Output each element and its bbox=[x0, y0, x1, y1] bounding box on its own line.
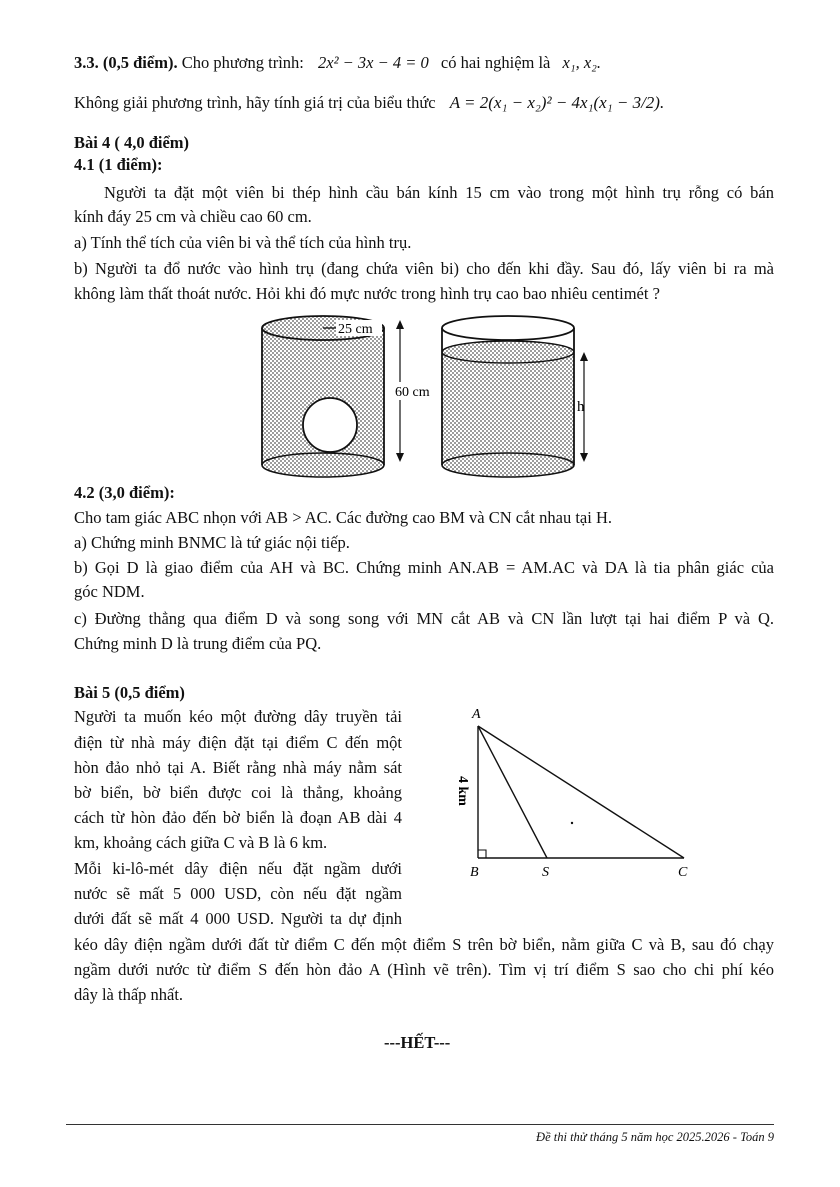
q33-line1 bbox=[74, 52, 601, 74]
p41-line2: kính đáy 25 cm và chiều cao 60 cm. bbox=[74, 207, 312, 226]
label-S: S bbox=[542, 865, 549, 880]
q33-label: 3.3. (0,5 điểm). bbox=[74, 53, 178, 72]
q33-equation: 2x² − 3x − 4 = 0 bbox=[318, 53, 429, 72]
bai5-l11: ngầm dưới nước từ điểm S đến hòn đảo A (Hình vẽ trên). Tìm vị trí điểm S sao cho chi phí kéo bbox=[74, 960, 774, 979]
bai5-l7: Mỗi ki-lô-mét dây điện nếu đặt ngầm dưới bbox=[74, 859, 402, 878]
p42-l6: Chứng minh D là trung điểm của PQ. bbox=[74, 634, 322, 653]
bai5-l3: hòn đảo nhỏ tại A. Biết rằng nhà máy nằm sát bbox=[74, 758, 402, 777]
radius-label: 25 cm bbox=[338, 322, 373, 337]
p41-line1: Người ta đặt một viên bi thép hình cầu bán kính 15 cm vào trong một hình trụ rỗng có bán bbox=[104, 183, 774, 202]
cylinder-figure bbox=[250, 310, 600, 485]
bai5-l8: nước sẽ mất 5 000 USD, còn nếu đặt ngầm bbox=[74, 884, 402, 903]
q33-roots: x₁, x₂. bbox=[562, 53, 602, 72]
bai5-title: Bài 5 (0,5 điểm) bbox=[74, 683, 185, 702]
p41-title: 4.1 (1 điểm): bbox=[74, 155, 163, 174]
q33-text1: Cho phương trình: bbox=[181, 53, 304, 72]
label-B: B bbox=[470, 865, 479, 880]
bai5-l12: dây là thấp nhất. bbox=[74, 985, 184, 1004]
height-label: 60 cm bbox=[395, 385, 430, 400]
p41-b2: không làm thất thoát nước. Hỏi khi đó mực nước trong hình trụ cao bao nhiêu centimét ? bbox=[74, 284, 660, 303]
bai5-l10: kéo dây điện ngầm dưới đất từ điểm C đến một điểm S trên bờ biển, nằm giữa C và B, sau đó chạy bbox=[74, 935, 774, 954]
p42-l5: c) Đường thẳng qua điểm D và song song với MN cắt AB và CN lần lượt tại hai điểm P và Q. bbox=[74, 609, 774, 628]
bai5-l9: dưới đất sẽ mất 4 000 USD. Người ta dự định bbox=[74, 909, 402, 928]
right-angle-mark bbox=[478, 850, 486, 858]
p41-b1: b) Người ta đổ nước vào hình trụ (đang chứa viên bi) cho đến khi đầy. Sau đó, lấy viên bi ra mà bbox=[74, 259, 774, 278]
p41-a: a) Tính thể tích của viên bi và thể tích của hình trụ. bbox=[74, 233, 412, 252]
label-AB-length: 4 km bbox=[455, 776, 470, 806]
bai5-l6: km, khoảng cách giữa C và B là 6 km. bbox=[74, 833, 328, 852]
footer-rule bbox=[66, 1124, 774, 1125]
triangle-figure bbox=[450, 700, 710, 885]
bai4-title: Bài 4 ( 4,0 điểm) bbox=[74, 133, 190, 152]
q33-line2 bbox=[74, 92, 664, 114]
p42-l2: a) Chứng minh BNMC là tứ giác nội tiếp. bbox=[74, 533, 350, 552]
segment-AC bbox=[478, 726, 684, 858]
bai5-l1: Người ta muốn kéo một đường dây truyền tải bbox=[74, 707, 402, 726]
right-cylinder bbox=[442, 316, 588, 477]
steel-ball bbox=[303, 398, 357, 452]
p42-l3: b) Gọi D là giao điểm của AH và BC. Chứng minh AN.AB = AM.AC và DA là tia phân giác của bbox=[74, 558, 774, 577]
q33-text2: có hai nghiệm là bbox=[440, 53, 551, 72]
bai5-l2: điện từ nhà máy điện đặt tại điểm C đến một bbox=[74, 733, 402, 752]
end-mark: ---HẾT--- bbox=[384, 1033, 451, 1052]
p42-l4: góc NDM. bbox=[74, 582, 145, 601]
left-cylinder bbox=[262, 316, 434, 477]
bai5-l4: bờ biển, bờ biển được coi là thẳng, khoảng bbox=[74, 783, 402, 802]
label-A: A bbox=[472, 707, 481, 722]
q33-text3: Không giải phương trình, hãy tính giá trị của biểu thức bbox=[74, 93, 436, 112]
h-label: h bbox=[577, 399, 585, 415]
p42-l1: Cho tam giác ABC nhọn với AB > AC. Các đường cao BM và CN cắt nhau tại H. bbox=[74, 508, 612, 527]
q33-expr: A = 2(x₁ − x₂)² − 4x₁(x₁ − 3/2). bbox=[449, 93, 665, 112]
label-C: C bbox=[678, 865, 688, 880]
p42-title: 4.2 (3,0 điểm): bbox=[74, 483, 175, 502]
bai5-l5: cách từ hòn đảo đến bờ biển là đoạn AB dài 4 bbox=[74, 808, 402, 827]
segment-AS bbox=[478, 726, 547, 858]
footer-text: Đề thi thử tháng 5 năm học 2025.2026 - Toán 9 bbox=[536, 1130, 774, 1144]
water-surface bbox=[442, 341, 574, 363]
